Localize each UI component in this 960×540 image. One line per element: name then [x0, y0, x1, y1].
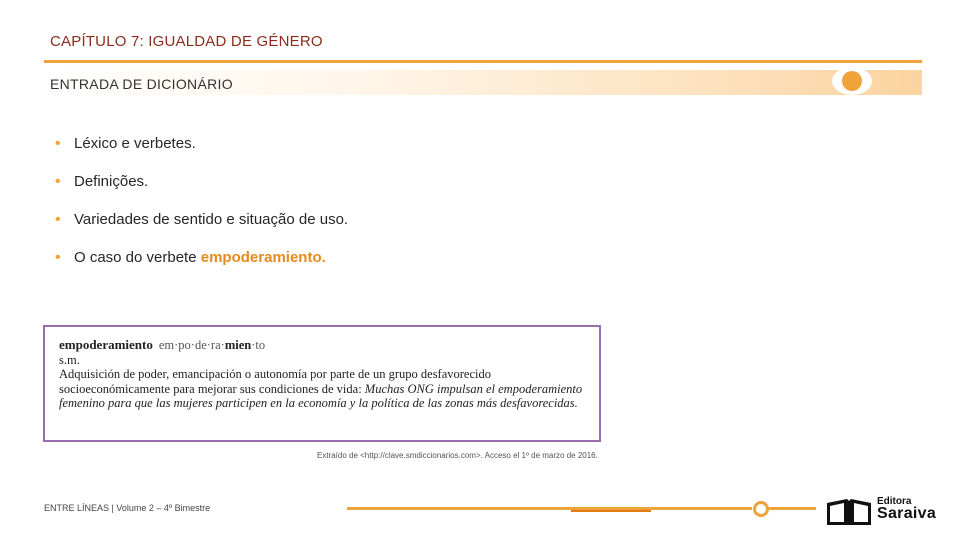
section-banner — [44, 70, 922, 95]
list-item-text: O caso do verbete — [74, 249, 201, 266]
list-item — [55, 134, 348, 172]
open-book-icon — [825, 495, 873, 527]
usage-example: Muchas ONG impulsan el empoderamiento femenino para que las mujeres participen en la economía y la política de las zonas más desfavorecidas. — [59, 381, 583, 411]
publisher-logo — [825, 494, 945, 528]
logo-line1: Editora — [877, 496, 912, 507]
entry-grammar: s.m. — [59, 352, 80, 367]
footer-text: ENTRE LÍNEAS | Volume 2 – 4º Bimestre — [44, 503, 211, 513]
footer-divider-accent — [571, 510, 651, 512]
definition-text: Adquisición de poder, emancipación o autonomía por parte de un grupo desfavorecido socioeconómicamente para mejorar sus condiciones de vida: — [59, 367, 492, 396]
entry-headword: empoderamiento — [59, 337, 153, 352]
ring-icon — [753, 501, 769, 517]
entry-syllables: em·po·de·ra·mien·to — [158, 338, 266, 352]
footer-divider — [347, 507, 752, 510]
source-citation: Extraído de <http://clave.smdiccionarios.com>. Acceso el 1º de marzo de 2016. — [317, 451, 598, 460]
list-item — [55, 210, 348, 248]
list-item-text: Variedades de sentido e situação de uso. — [74, 211, 349, 228]
entry-definition — [59, 367, 585, 411]
list-item-text: Definições. — [74, 173, 149, 190]
highlighted-term: empoderamiento. — [200, 249, 326, 266]
list-item-text: Léxico e verbetes. — [74, 135, 196, 152]
dictionary-entry-box — [43, 325, 601, 442]
list-item — [55, 172, 348, 210]
circle-decoration-icon — [832, 67, 872, 95]
title-divider — [44, 60, 922, 63]
chapter-title: CAPÍTULO 7: IGUALDAD DE GÉNERO — [50, 33, 323, 50]
logo-line2: Saraiva — [877, 505, 937, 522]
section-label: ENTRADA DE DICIONÁRIO — [50, 76, 233, 92]
list-item — [55, 248, 348, 286]
footer-divider-right — [769, 507, 816, 510]
stressed-syllable: mien — [224, 338, 252, 352]
topic-list — [55, 134, 348, 286]
